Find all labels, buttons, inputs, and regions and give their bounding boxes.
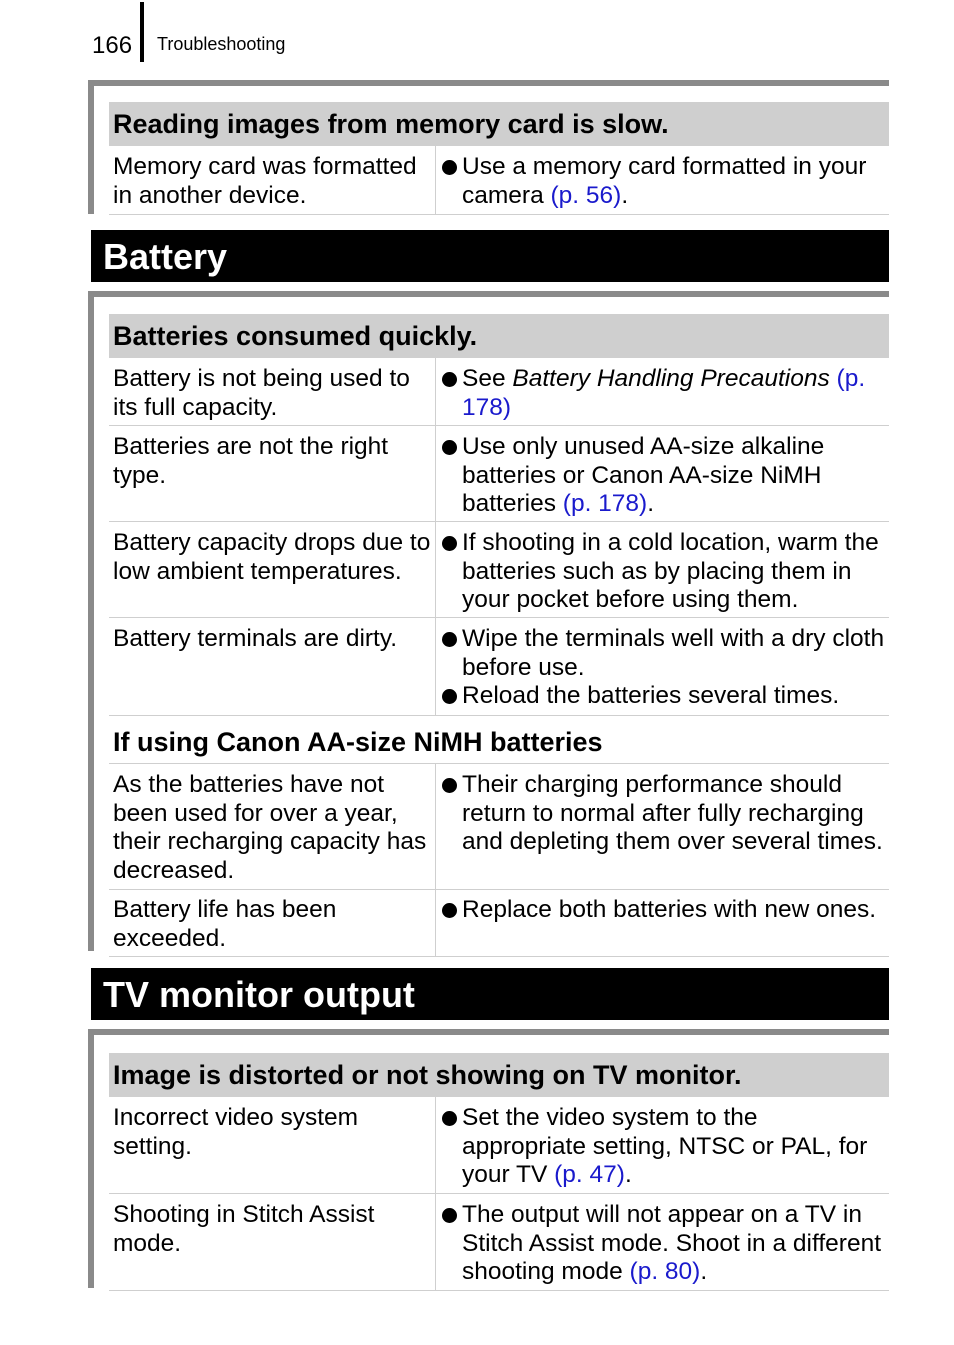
- trouble-heading: Image is distorted or not showing on TV monitor.: [109, 1053, 889, 1097]
- column-divider: [435, 146, 436, 214]
- bullet-icon: [442, 372, 457, 387]
- header-rule: [140, 2, 144, 62]
- remedy-item: [442, 771, 885, 857]
- cause-cell: Incorrect video system setting.: [113, 1104, 359, 1160]
- sub-heading-nimh: If using Canon AA-size NiMH batteries: [113, 727, 603, 757]
- table-row: [109, 889, 889, 957]
- page-reference-link[interactable]: (p. 178): [562, 490, 648, 518]
- column-divider: [435, 426, 436, 521]
- table-row: [109, 146, 889, 215]
- remedy-item: [442, 529, 885, 615]
- bullet-icon: [442, 160, 457, 175]
- page-reference-link[interactable]: (p. 80): [629, 1258, 701, 1286]
- remedy-cell: [442, 529, 885, 615]
- column-divider: [435, 889, 436, 956]
- table-row: [109, 618, 889, 716]
- memory-card-block: [88, 80, 889, 214]
- remedy-text: Their charging performance should return to normal after fully recharging and depleting them over several times.: [462, 771, 883, 856]
- cause-cell: Shooting in Stitch Assist mode.: [113, 1201, 375, 1257]
- cause-cell: Battery life has been exceeded.: [113, 896, 337, 952]
- remedy-text: Set the video system to the appropriate setting, NTSC or PAL, for your TV: [462, 1104, 868, 1189]
- column-divider: [435, 764, 436, 889]
- section-title-tv-monitor-output: TV monitor output: [91, 968, 889, 1020]
- remedy-text-end: .: [624, 1161, 632, 1189]
- trouble-heading: Reading images from memory card is slow.: [109, 102, 889, 146]
- page-reference-link[interactable]: (p. 47): [554, 1161, 625, 1189]
- remedy-cell: [442, 433, 885, 519]
- bullet-icon: [442, 903, 457, 918]
- page-header: [0, 0, 954, 70]
- remedy-item: [442, 1201, 885, 1287]
- remedy-text: See: [462, 365, 513, 392]
- remedy-text: The output will not appear on a TV in Stitch Assist mode. Shoot in a different shooting mode: [462, 1201, 882, 1286]
- remedy-item: [442, 1104, 885, 1190]
- table-row: [109, 358, 889, 426]
- remedy-text-end: .: [621, 181, 629, 209]
- tv-monitor-block: [88, 1029, 889, 1288]
- remedy-text: Replace both batteries with new ones.: [462, 896, 877, 923]
- remedy-space: [830, 365, 837, 392]
- page-reference-link[interactable]: (p. 56): [550, 181, 622, 209]
- table-row: [109, 1097, 889, 1194]
- remedy-text: Reload the batteries several times.: [462, 682, 840, 710]
- table-row: [109, 763, 889, 890]
- column-divider: [435, 618, 436, 715]
- trouble-heading: Batteries consumed quickly.: [109, 314, 889, 358]
- bullet-icon: [442, 536, 457, 551]
- remedy-cell: [442, 625, 885, 711]
- battery-block: [88, 291, 889, 951]
- cause-cell: Battery terminals are dirty.: [113, 625, 398, 652]
- cause-cell: Battery capacity drops due to low ambient temperatures.: [113, 529, 431, 585]
- remedy-text: Use only unused AA-size alkaline batteries or Canon AA-size NiMH batteries: [462, 433, 825, 518]
- table-row: [109, 1194, 889, 1291]
- remedy-title-ref: Battery Handling Precautions: [512, 365, 830, 392]
- cause-cell: As the batteries have not been used for over a year, their recharging capacity has decreased.: [113, 771, 427, 885]
- section-title-battery: Battery: [91, 230, 889, 282]
- remedy-text: If shooting in a cold location, warm the batteries such as by placing them in your pocket before using them.: [462, 529, 879, 614]
- running-title: Troubleshooting: [157, 34, 286, 54]
- remedy-item: [442, 153, 885, 210]
- cause-cell: Memory card was formatted in another device.: [113, 153, 417, 209]
- cause-cell: Batteries are not the right type.: [113, 433, 389, 489]
- cause-cell: Battery is not being used to its full capacity.: [113, 365, 410, 421]
- remedy-cell: [442, 365, 885, 422]
- remedy-text-end: .: [647, 490, 655, 518]
- remedy-text: Wipe the terminals well with a dry cloth before use.: [462, 625, 885, 681]
- remedy-item: [442, 682, 885, 711]
- bullet-icon: [442, 1208, 457, 1223]
- table-row: [109, 426, 889, 522]
- remedy-cell: [442, 771, 885, 857]
- remedy-item: [442, 433, 885, 519]
- page-reference-link[interactable]: (p. 178): [462, 365, 866, 421]
- remedy-item: [442, 896, 885, 925]
- remedy-cell: [442, 1201, 885, 1287]
- bullet-icon: [442, 778, 457, 793]
- page-number: 166: [92, 32, 133, 59]
- column-divider: [435, 522, 436, 617]
- remedy-item: [442, 365, 885, 422]
- bullet-icon: [442, 440, 457, 455]
- remedy-cell: [442, 896, 885, 925]
- remedy-cell: [442, 153, 885, 210]
- table-row: [109, 522, 889, 618]
- remedy-item: [442, 625, 885, 682]
- remedy-text-end: .: [700, 1258, 708, 1286]
- bullet-icon: [442, 632, 457, 647]
- bullet-icon: [442, 1111, 457, 1126]
- remedy-cell: [442, 1104, 885, 1190]
- column-divider: [435, 1194, 436, 1290]
- bullet-icon: [442, 689, 457, 704]
- column-divider: [435, 1097, 436, 1193]
- remedy-text: Use a memory card formatted in your camera: [462, 153, 867, 209]
- column-divider: [435, 358, 436, 425]
